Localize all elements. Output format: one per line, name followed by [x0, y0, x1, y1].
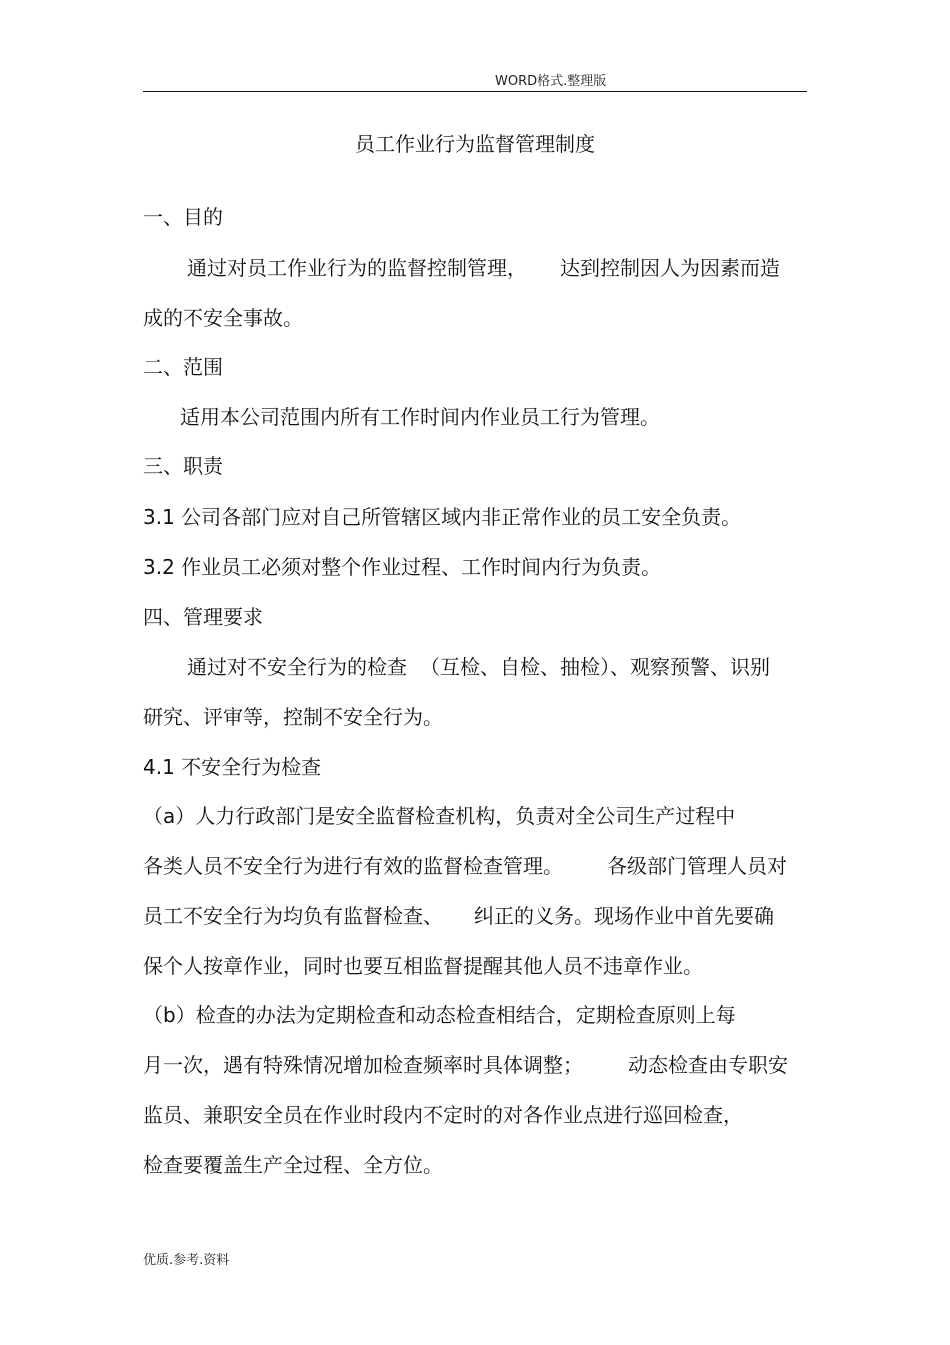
- header-text: WORD格式.整理版: [495, 74, 607, 89]
- paragraph-line: 通过对不安全行为的检查: [187, 655, 407, 679]
- section-heading-purpose: 一、目的: [143, 205, 223, 229]
- item-b-line: （b）检查的办法为定期检查和动态检查相结合，定期检查原则上每: [143, 1003, 736, 1027]
- header-divider: [143, 91, 807, 92]
- item-a-line: 纠正的义务。现场作业中首先要确: [474, 904, 774, 928]
- clause-4-1: 4.1 不安全行为检查: [143, 755, 322, 779]
- item-b-line: 动态检查由专职安: [628, 1053, 788, 1077]
- section-heading-management: 四、管理要求: [143, 605, 263, 629]
- section-heading-scope: 二、范围: [143, 355, 223, 379]
- clause-3-2: 3.2 作业员工必须对整个作业过程、工作时间内行为负责。: [143, 555, 662, 579]
- paragraph-line: 成的不安全事故。: [143, 306, 303, 330]
- item-a-line: 各级部门管理人员对: [607, 854, 787, 878]
- paragraph-line: （互检、自检、抽检）、观察预警、识别: [420, 655, 770, 679]
- clause-3-1: 3.1 公司各部门应对自己所管辖区域内非正常作业的员工安全负责。: [143, 505, 742, 529]
- paragraph-line: 适用本公司范围内所有工作时间内作业员工行为管理。: [180, 405, 660, 429]
- item-a-line: （a）人力行政部门是安全监督检查机构，负责对全公司生产过程中: [143, 804, 736, 828]
- section-heading-responsibility: 三、职责: [143, 454, 223, 478]
- paragraph-line: 达到控制因人为因素而造: [560, 256, 780, 280]
- item-b-line: 月一次，遇有特殊情况增加检查频率时具体调整；: [143, 1053, 583, 1077]
- item-b-line: 检查要覆盖生产全过程、全方位。: [143, 1153, 443, 1177]
- item-a-line: 各类人员不安全行为进行有效的监督检查管理。: [143, 854, 563, 878]
- item-b-line: 监员、兼职安全员在作业时段内不定时的对各作业点进行巡回检查，: [143, 1103, 743, 1127]
- paragraph-line: 通过对员工作业行为的监督控制管理，: [187, 256, 527, 280]
- item-a-line: 员工不安全行为均负有监督检查、: [143, 904, 443, 928]
- item-a-line: 保个人按章作业，同时也要互相监督提醒其他人员不违章作业。: [143, 954, 703, 978]
- page-footer: 优质.参考.资料: [143, 1253, 230, 1268]
- document-title: 员工作业行为监督管理制度: [355, 132, 595, 156]
- paragraph-line: 研究、评审等，控制不安全行为。: [143, 705, 443, 729]
